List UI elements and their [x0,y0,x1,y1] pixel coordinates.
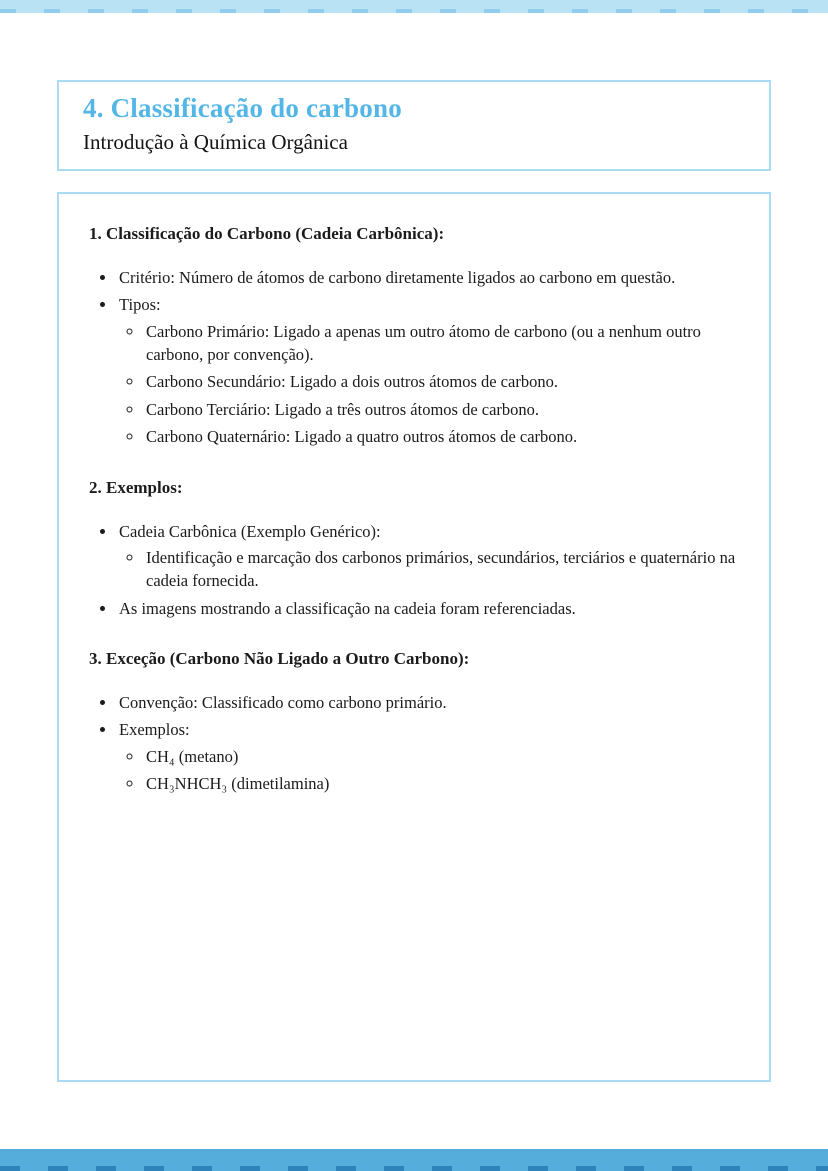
sub-list-item [144,398,739,421]
sub-list-item-text: Carbono Quaternário: Ligado a quatro outros átomos de carbono. [146,427,578,447]
list-item-text: As imagens mostrando a classificação na cadeia foram referenciadas. [119,598,576,618]
sub-list-item-text: Carbono Terciário: Ligado a três outros átomos de carbono. [146,399,540,419]
list-item [117,293,739,449]
sub-list-item [144,320,739,367]
section-excecao [89,647,739,795]
section-classificacao [89,222,739,449]
page-subtitle: Introdução à Química Orgânica [83,129,348,154]
bullet-list [89,691,739,796]
section-heading: 1. Classificação do Carbono (Cadeia Carbônica): [89,224,445,243]
sub-list-item-text: Carbono Primário: Ligado a apenas um outro átomo de carbono (ou a nenhum outro carbono, por convenção). [146,321,701,365]
bullet-list [89,520,739,621]
sub-list-item-text: CH₄ (metano) [146,746,239,766]
section-exemplos [89,476,739,620]
list-item-text: Cadeia Carbônica (Exemplo Genérico): [119,521,381,541]
sub-list-item [144,370,739,393]
section-heading: 2. Exemplos: [89,477,183,497]
list-item [117,597,739,620]
sub-list [119,320,739,449]
decorative-bottom-strip [0,1149,828,1171]
list-item-text: Tipos: [119,295,161,315]
page-title: 4. Classificação do carbono [83,93,402,123]
list-item [117,718,739,795]
sub-list-item [144,546,739,593]
sub-list-item [144,745,739,768]
top-strip-dash-pattern [0,9,828,13]
list-item [117,520,739,593]
sub-list-item [144,425,739,448]
sub-list-item-text: Carbono Secundário: Ligado a dois outros átomos de carbono. [146,372,558,392]
bottom-strip-dash-pattern [0,1166,828,1171]
title-card [57,80,771,171]
bullet-list [89,266,739,449]
list-item-text: Critério: Número de átomos de carbono diretamente ligados ao carbono em questão. [119,267,676,287]
sub-list-item-text: Identificação e marcação dos carbonos primários, secundários, terciários e quaternário na cadeia fornecida. [146,547,736,591]
decorative-top-strip [0,0,828,13]
section-heading: 3. Exceção (Carbono Não Ligado a Outro Carbono): [89,649,470,669]
sub-list-item-text: CH₃NHCH₃ (dimetilamina) [146,774,330,794]
list-item [117,691,739,714]
sub-list [119,546,739,593]
sub-list-item [144,772,739,795]
list-item-text: Convenção: Classificado como carbono primário. [119,693,447,713]
sub-list [119,745,739,796]
notes-card [57,192,771,1082]
list-item-text: Exemplos: [119,720,190,740]
list-item [117,266,739,289]
